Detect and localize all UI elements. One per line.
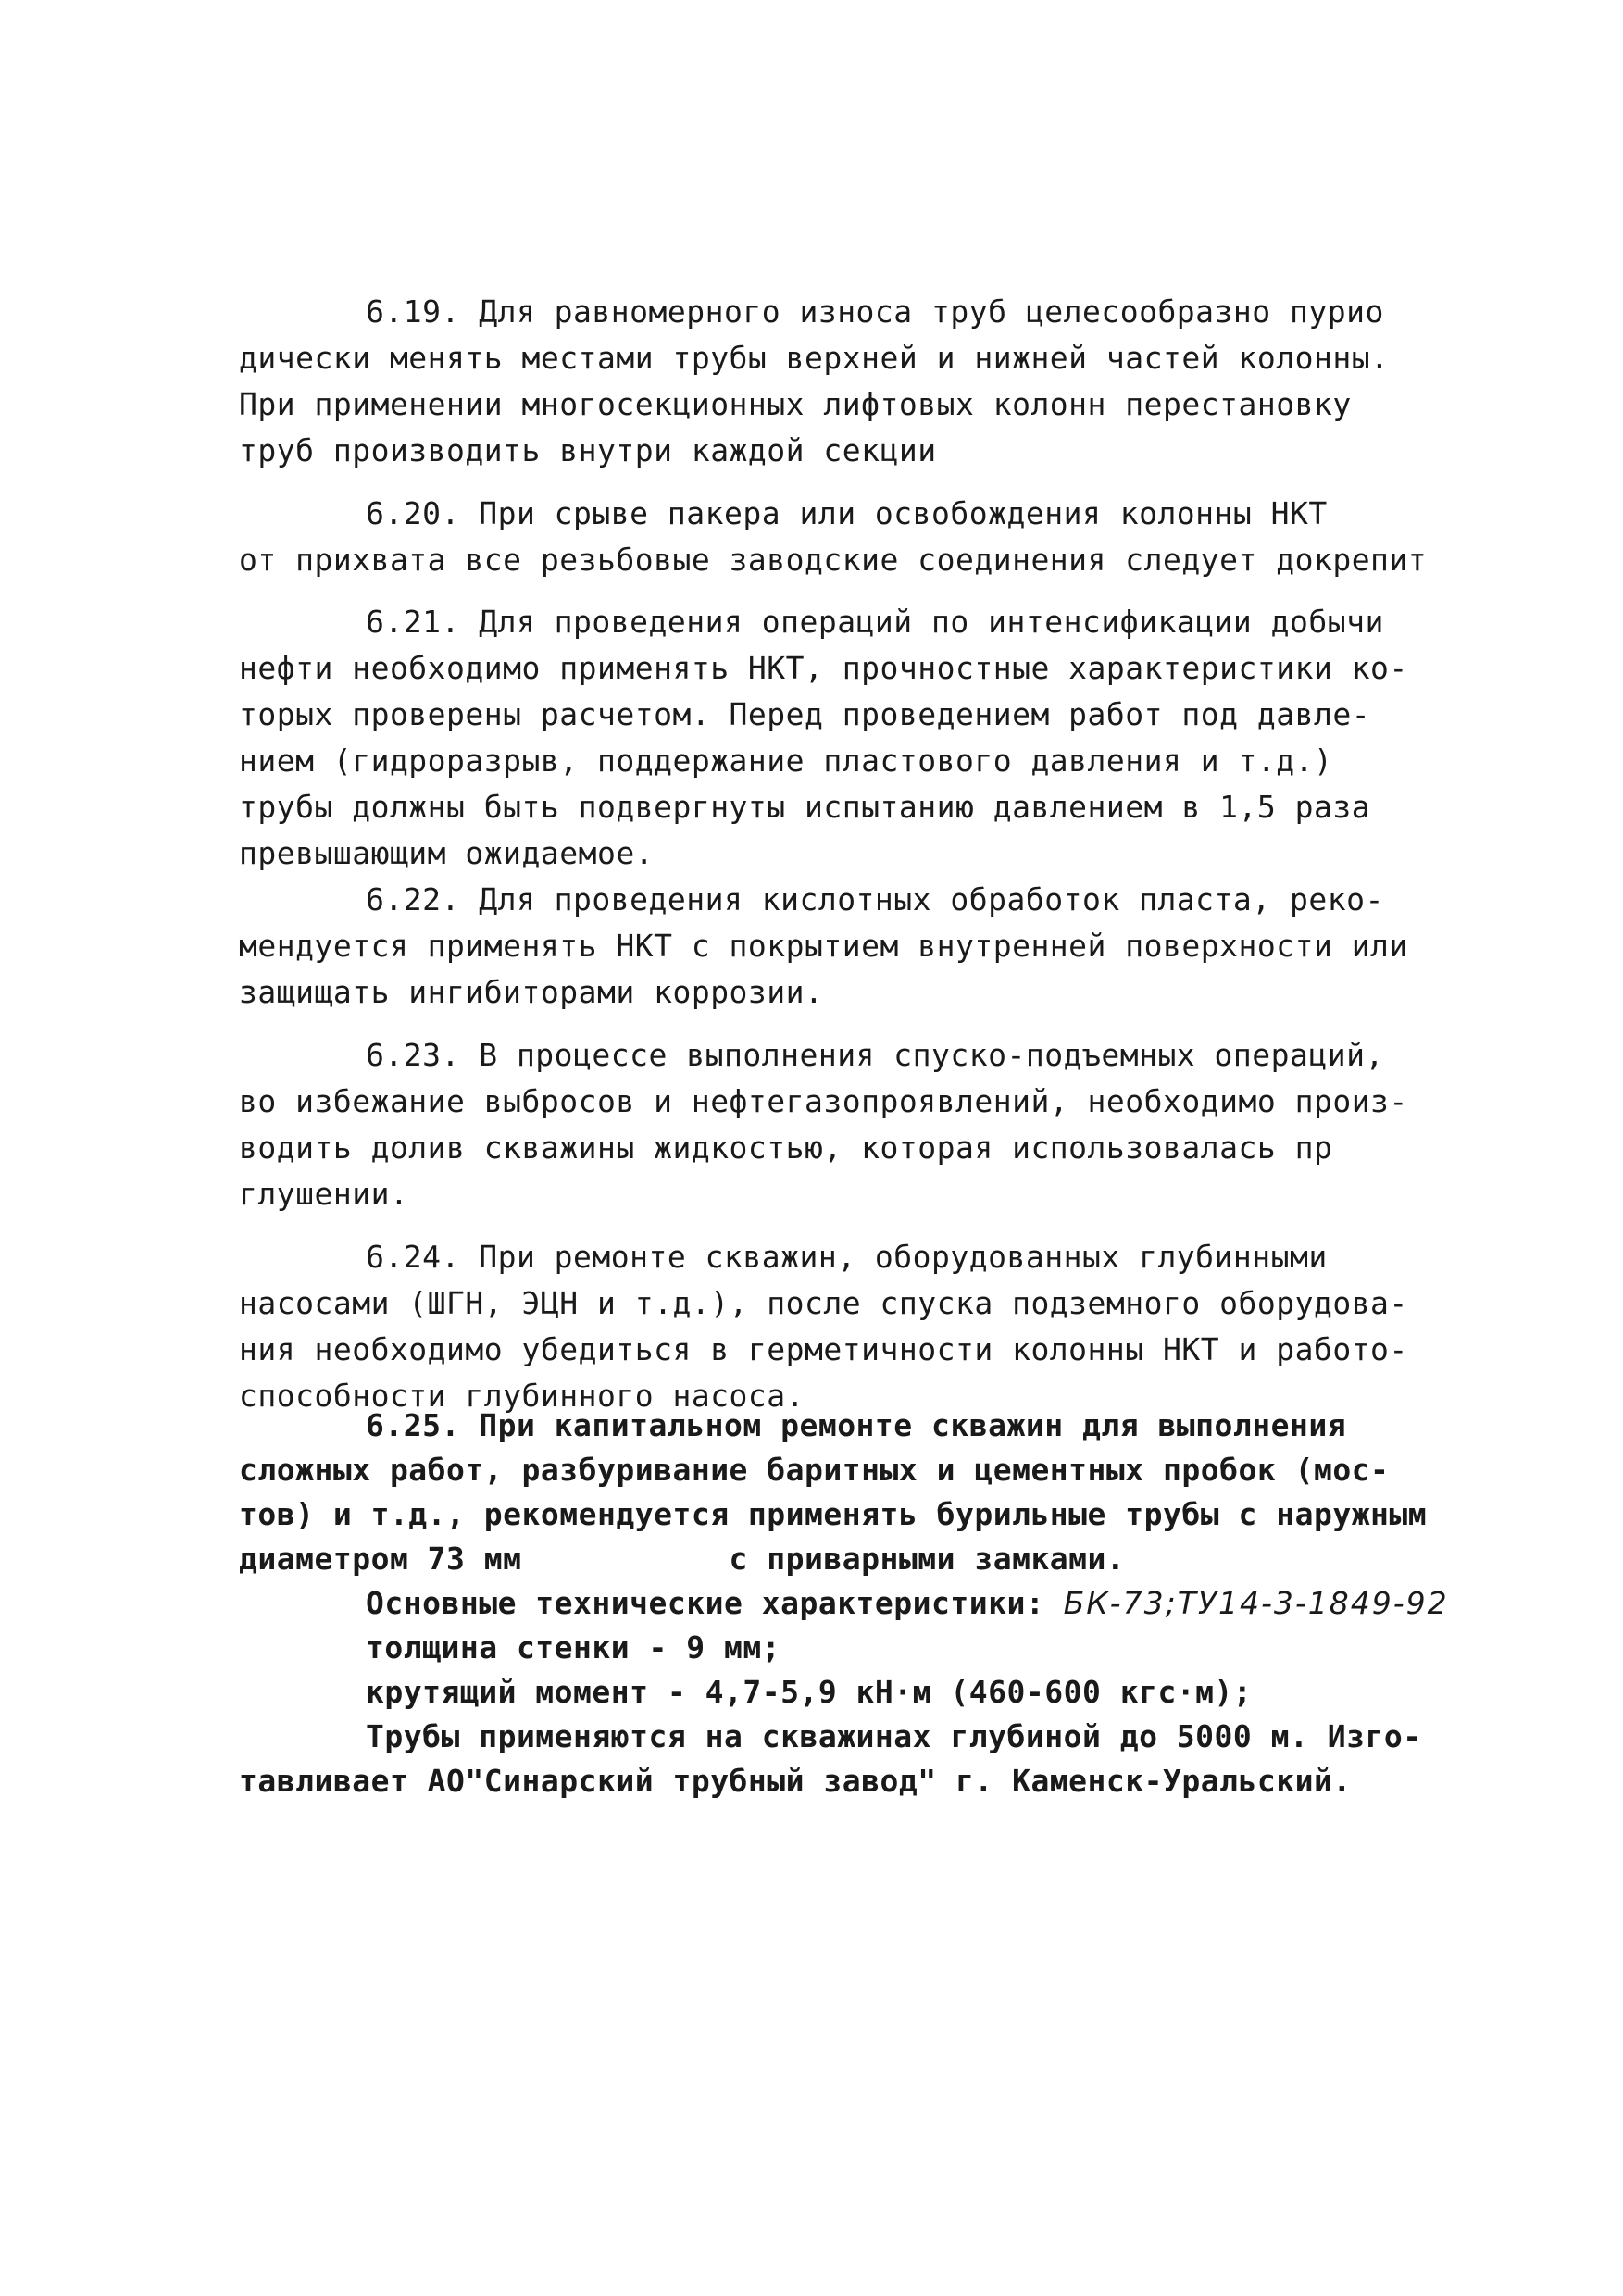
paragraph-6-23-line-3: водить долив скважины жидкостью, которая использовалась пр — [239, 1129, 1333, 1166]
specifications-label: Основные технические характеристики: — [366, 1585, 1064, 1621]
paragraph-6-21-line-6: превышающим ожидаемое. — [239, 835, 655, 871]
paragraph-6-25-line-1: 6.25. При капитальном ремонте скважин для выполнения — [366, 1407, 1347, 1443]
paragraph-6-23-line-4: глушении. — [239, 1176, 409, 1212]
paragraph-6-21-line-3: торых проверены расчетом. Перед проведением работ под давле- — [239, 696, 1371, 732]
paragraph-6-21-line-1: 6.21. Для проведения операций по интенсификации добычи — [366, 604, 1384, 640]
paragraph-6-25-line-4: диаметром 73 мм с приварными замками. — [239, 1541, 1126, 1577]
usage-line: Трубы применяются на скважинах глубиной до 5000 м. Изго- — [366, 1718, 1422, 1754]
paragraph-6-24-line-2: насосами (ШГН, ЭЦН и т.д.), после спуска подземного оборудова- — [239, 1285, 1408, 1321]
paragraph-6-22-line-3: защищать ингибиторами коррозии. — [239, 974, 824, 1010]
paragraph-6-23-line-1: 6.23. В процессе выполнения спуско-подъемных операций, — [366, 1037, 1384, 1073]
paragraph-6-21-line-4: нием (гидроразрыв, поддержание пластового давления и т.д.) — [239, 742, 1333, 779]
paragraph-6-22-line-1: 6.22. Для проведения кислотных обработок пласта, реко- — [366, 881, 1384, 917]
torque-line: крутящий момент - 4,7-5,9 кН·м (460-600 кгс·м); — [366, 1674, 1253, 1710]
paragraph-6-25-line-2: сложных работ, разбуривание баритных и цементных пробок (мос- — [239, 1452, 1390, 1488]
manufacturer-line: тавливает АО"Синарский трубный завод" г. Каменск-Уральский. — [239, 1763, 1352, 1799]
paragraph-6-24-line-3: ния необходимо убедиться в герметичности колонны НКТ и работо- — [239, 1331, 1408, 1367]
paragraph-6-21-line-2: нефти необходимо применять НКТ, прочностные характеристики ко- — [239, 650, 1408, 686]
paragraph-6-22-line-2: мендуется применять НКТ с покрытием внутренней поверхности или — [239, 928, 1408, 964]
wall-thickness-line: толщина стенки - 9 мм; — [366, 1629, 781, 1666]
paragraph-6-24-line-1: 6.24. При ремонте скважин, оборудованных глубинными — [366, 1239, 1328, 1275]
paragraph-6-21-line-5: трубы должны быть подвергнуты испытанию давлением в 1,5 раза — [239, 789, 1371, 825]
paragraph-6-20-line-2: от прихвата все резьбовые заводские соединения следует докрепит — [239, 542, 1428, 578]
paragraph-6-19-line-3: При применении многосекционных лифтовых колонн перестановку — [239, 386, 1352, 422]
paragraph-6-24-line-4: способности глубинного насоса. — [239, 1378, 805, 1414]
paragraph-6-23-line-2: во избежание выбросов и нефтегазопроявлений, необходимо произ- — [239, 1083, 1408, 1119]
handwritten-specification: БК-73;ТУ14-3-1849-92 — [1063, 1585, 1449, 1621]
paragraph-6-19-line-1: 6.19. Для равномерного износа труб целесообразно пурио — [366, 293, 1384, 330]
paragraph-6-19-line-2: дически менять местами трубы верхней и нижней частей колонны. — [239, 340, 1390, 376]
specifications-heading — [366, 1580, 1449, 1627]
paragraph-6-19-line-4: труб производить внутри каждой секции — [239, 432, 937, 468]
paragraph-6-20-line-1: 6.20. При срыве пакера или освобождения колонны НКТ — [366, 495, 1328, 531]
paragraph-6-25-line-3: тов) и т.д., рекомендуется применять бурильные трубы с наружным — [239, 1496, 1428, 1532]
